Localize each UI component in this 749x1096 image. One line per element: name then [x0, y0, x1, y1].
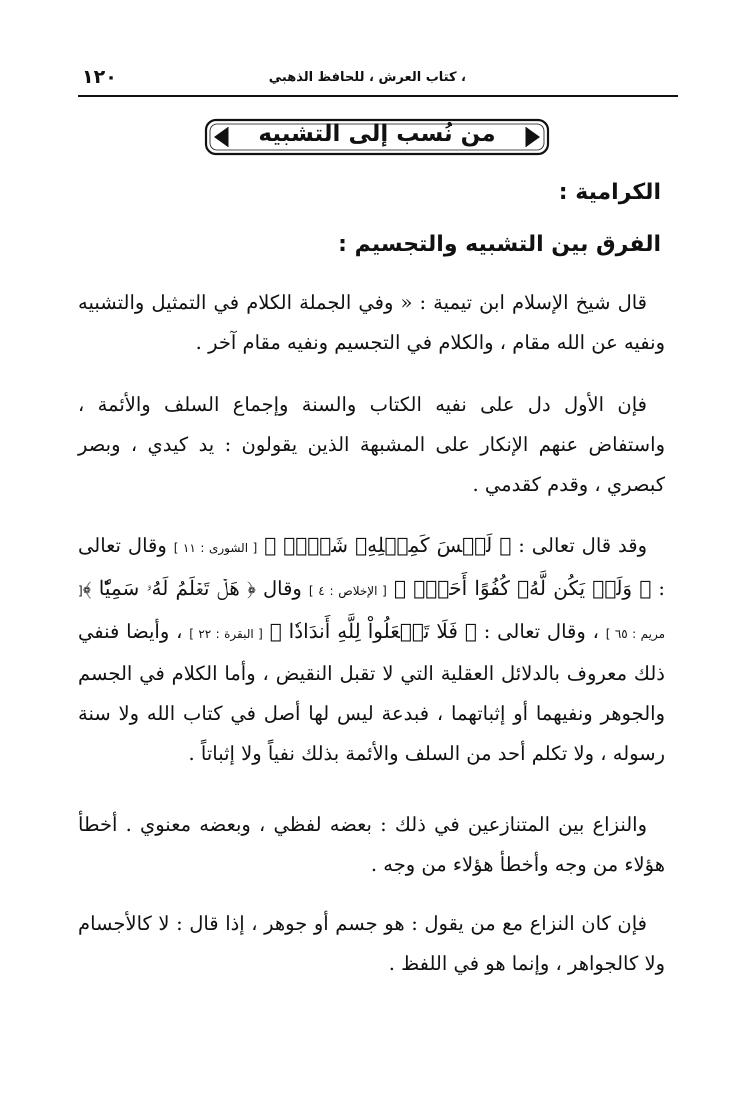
paragraph-5-text: فإن كان النزاع مع من يقول : هو جسم أو جوهر ، إذا قال : لا كالأجسام ولا كالجواهر ، وإنما هو في اللفظ .	[78, 912, 665, 975]
verse-reference-1: [ الشورى : ١١ ]	[173, 541, 258, 555]
header-rule	[78, 95, 678, 97]
paragraph-3	[78, 525, 665, 774]
running-title: ، كتاب العرش ، للحافظ الذهبي	[268, 70, 466, 85]
chapter-title: من نُسب إلى التشبيه	[258, 121, 496, 147]
verse-reference-2: [ الإخلاص : ٤ ]	[308, 584, 387, 598]
quran-verse-1: ﴿ لَيۡسَ كَمِثۡلِهِۦ شَيۡءٞ ﴾	[264, 533, 512, 557]
paragraph-3-intro: وقد قال تعالى :	[518, 534, 648, 557]
paragraph-1	[78, 283, 665, 363]
paragraph-3-rest: ، وأيضا فنفي ذلك معروف بالدلائل العقلية التي لا تقبل النقيض ، وأما الكلام في الجسم والجوهر ونفيهما أو إثباتهما ، فبدعة ليس لها أصل في كتاب الله ولا سنة رسوله ، ولا تكلم أحد من السلف والأئمة بذلك نفياً ولا إثباتاً .	[78, 620, 665, 765]
verse-reference-3: [ مريم : ٦٥ ]	[78, 584, 666, 641]
right-arrow-ornament-icon	[526, 127, 540, 147]
quran-verse-4: ﴿ فَلَا تَجۡعَلُواْ لِلَّهِ أَندَادٗا ﴾	[269, 619, 477, 643]
paragraph-4-text: والنزاع بين المتنازعين في ذلك : بعضه لفظي ، وبعضه معنوي . أخطأ هؤلاء من وجه وأخطأ هؤلاء من وجه .	[78, 813, 665, 876]
chapter-banner	[200, 117, 554, 157]
section-heading: الكرامية :	[558, 180, 661, 205]
page-number: ١٢٠	[82, 66, 117, 88]
quran-verse-2: ﴿ وَلَمۡ يَكُن لَّهُۥ كُفُوًا أَحَدُۢ ﴾	[393, 576, 652, 600]
quran-verse-3: ﴿ هَلۡ تَعۡلَمُ لَهُۥ سَمِيّٗا ﴾	[82, 576, 256, 600]
paragraph-5	[78, 904, 665, 984]
topic-heading: الفرق بين التشبيه والتجسيم :	[338, 232, 661, 257]
paragraph-4	[78, 805, 665, 885]
paragraph-2	[78, 385, 665, 505]
paragraph-1-text: قال شيخ الإسلام ابن تيمية : « وفي الجملة الكلام في التمثيل والتشبيه ونفيه عن الله مقام ، والكلام في التجسيم ونفيه مقام آخر .	[78, 291, 665, 354]
paragraph-3-connector-3: ، وقال تعالى :	[483, 620, 599, 643]
paragraph-3-connector-1: وقال تعالى :	[78, 534, 665, 600]
running-header	[78, 66, 678, 96]
paragraph-2-text: فإن الأول دل على نفيه الكتاب والسنة وإجماع السلف والأئمة ، واستفاض عنهم الإنكار على المشبهة الذين يقولون : يد كيدي ، وبصر كبصري ، وقدم كقدمي .	[78, 393, 665, 496]
paragraph-3-connector-2: وقال	[262, 577, 302, 600]
verse-reference-4: [ البقرة : ٢٢ ]	[189, 627, 263, 641]
left-arrow-ornament-icon	[214, 127, 228, 147]
